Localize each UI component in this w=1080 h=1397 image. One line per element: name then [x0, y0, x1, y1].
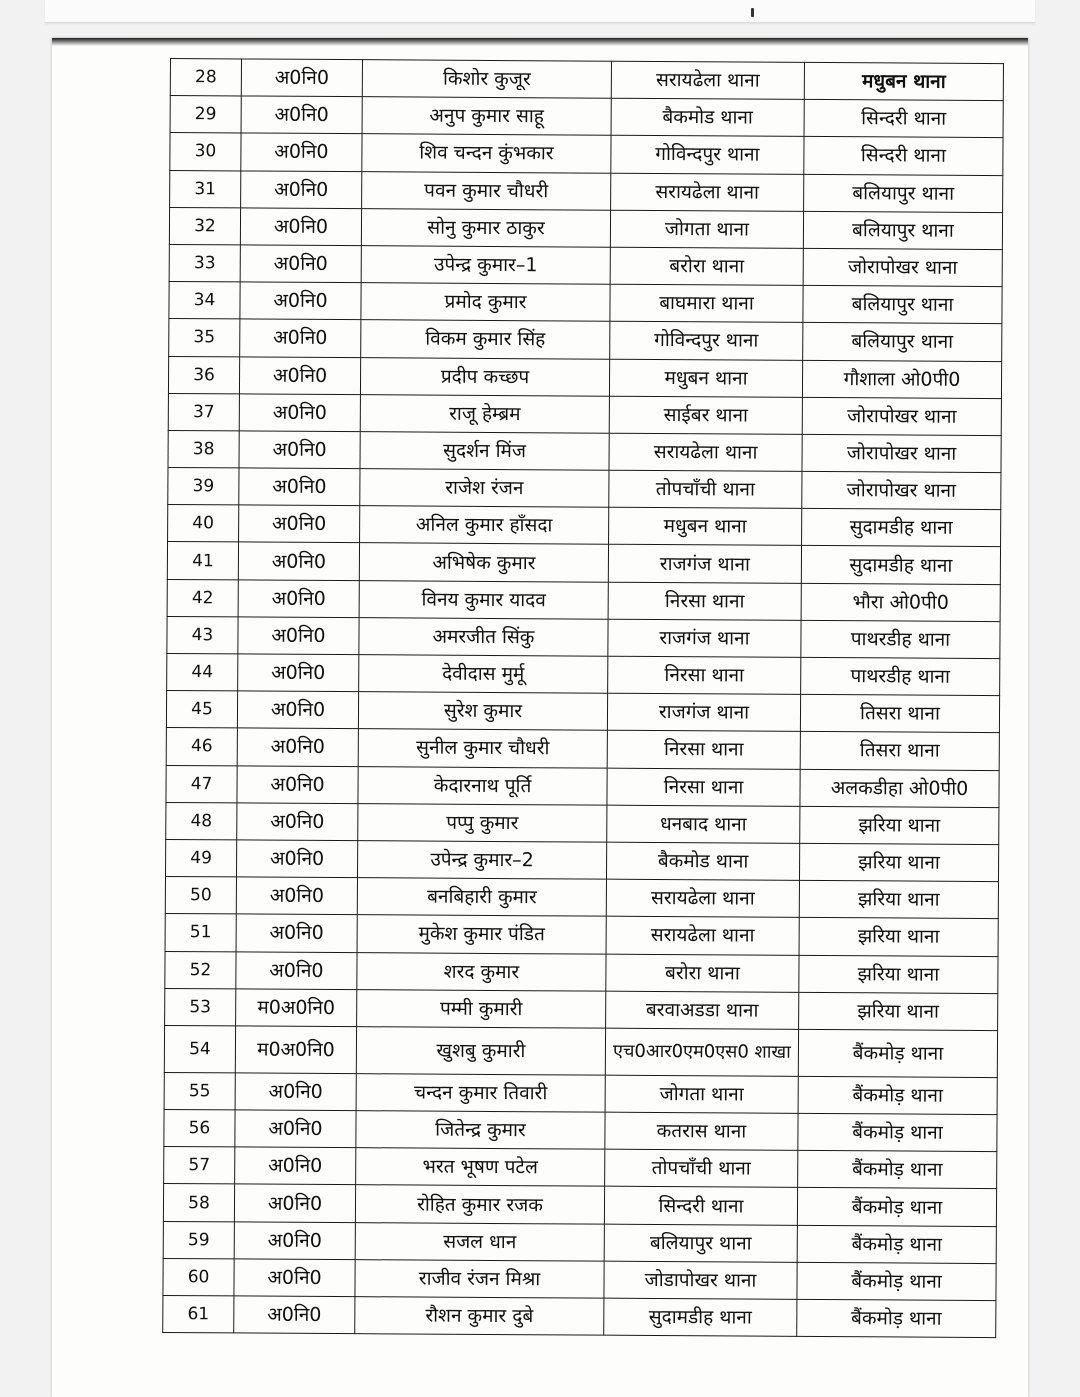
serial-number-cell: 43 — [167, 616, 238, 654]
officer-name-cell: शिव चन्दन कुंभकार — [362, 134, 611, 173]
serial-number-cell: 56 — [164, 1110, 235, 1148]
table-row — [163, 1258, 996, 1300]
serial-number-cell: 39 — [168, 468, 239, 506]
rank-cell: म0अ0नि0 — [235, 1026, 356, 1074]
officer-name-cell: मुकेश कुमार पंडित — [357, 915, 606, 954]
rank-cell: अ0नि0 — [236, 951, 357, 989]
serial-number-cell: 33 — [169, 244, 240, 282]
current-posting-cell: सरायढेला थाना — [606, 916, 799, 954]
table-row — [163, 1184, 996, 1226]
rank-cell: अ0नि0 — [236, 877, 357, 915]
current-posting-cell: तोपचाँची थाना — [605, 1149, 798, 1187]
current-posting-cell: राजगंज थाना — [608, 619, 801, 657]
table-row — [168, 468, 1001, 510]
rank-cell: अ0नि0 — [238, 617, 359, 655]
table-row — [167, 579, 1000, 621]
new-posting-cell: जोरापोखर थाना — [802, 471, 1001, 509]
new-posting-cell: सिन्दरी थाना — [804, 137, 1003, 175]
serial-number-cell: 44 — [167, 653, 238, 691]
current-posting-cell: बलियापुर थाना — [604, 1224, 797, 1262]
officer-name-cell: पवन कुमार चौधरी — [362, 171, 611, 210]
officer-name-cell: अनिल कुमार हाँसदा — [360, 506, 609, 545]
serial-number-cell: 31 — [170, 170, 241, 208]
rank-cell: अ0नि0 — [236, 914, 357, 952]
serial-number-cell: 40 — [168, 505, 239, 543]
serial-number-cell: 52 — [165, 951, 236, 989]
new-posting-cell: झरिया थाना — [799, 955, 998, 993]
new-posting-cell: तिसरा थाना — [800, 695, 999, 733]
table-row — [170, 96, 1003, 138]
current-posting-cell: सरायढेला थाना — [606, 879, 799, 917]
serial-number-cell: 54 — [164, 1025, 235, 1072]
rank-cell: अ0नि0 — [241, 170, 362, 208]
serial-number-cell: 32 — [169, 207, 240, 245]
serial-number-cell: 29 — [170, 96, 241, 134]
officer-name-cell: देवीदास मुर्मू — [359, 655, 608, 694]
current-posting-cell: बरोरा थाना — [610, 247, 803, 285]
new-posting-cell: बलियापुर थाना — [804, 174, 1003, 212]
new-posting-cell: सिन्दरी थाना — [804, 100, 1003, 138]
rank-cell: अ0नि0 — [238, 580, 359, 618]
current-posting-cell: राजगंज थाना — [608, 545, 801, 583]
new-posting-cell: झरिया थाना — [799, 992, 998, 1030]
new-posting-cell: गौशाला ओ0पी0 — [802, 360, 1001, 398]
transfer-list-table-wrapper — [162, 58, 972, 1338]
serial-number-cell: 61 — [163, 1295, 234, 1333]
table-row — [163, 1295, 996, 1337]
officer-name-cell: किशोर कुजूर — [362, 60, 611, 99]
new-posting-cell: अलकडीहा ओ0पी0 — [800, 769, 999, 807]
table-row — [165, 877, 998, 919]
officer-name-cell: सोनु कुमार ठाकुर — [361, 208, 610, 247]
serial-number-cell: 35 — [169, 319, 240, 357]
table-row — [169, 244, 1002, 286]
new-posting-cell: झरिया थाना — [800, 806, 999, 844]
table-row — [167, 542, 1000, 584]
new-posting-cell: बैंकमोड़ थाना — [798, 1029, 997, 1077]
table-row — [168, 393, 1001, 435]
current-posting-cell: गोविन्दपुर थाना — [611, 136, 804, 174]
rank-cell: अ0नि0 — [239, 394, 360, 432]
serial-number-cell: 46 — [166, 728, 237, 766]
new-posting-cell: जोरापोखर थाना — [802, 397, 1001, 435]
rank-cell: अ0नि0 — [241, 59, 362, 97]
rank-cell: अ0नि0 — [240, 319, 361, 357]
current-posting-cell: जोगता थाना — [605, 1075, 798, 1113]
current-posting-cell: निरसा थाना — [608, 656, 801, 694]
serial-number-cell: 49 — [165, 839, 236, 877]
officer-name-cell: सुरेश कुमार — [358, 692, 607, 731]
rank-cell: अ0नि0 — [234, 1184, 355, 1222]
table-row — [167, 653, 1000, 695]
officer-name-cell: राजेश रंजन — [360, 469, 609, 508]
rank-cell: अ0नि0 — [238, 542, 359, 580]
transfer-list-table — [162, 58, 1004, 1338]
new-posting-cell: बलियापुर थाना — [803, 285, 1002, 323]
officer-name-cell: पम्मी कुमारी — [357, 989, 606, 1028]
new-posting-cell: सुदामडीह थाना — [802, 509, 1001, 547]
serial-number-cell: 53 — [165, 988, 236, 1026]
new-posting-cell: बैंकमोड़ थाना — [798, 1113, 997, 1151]
scan-speck — [751, 8, 754, 17]
table-row — [164, 1147, 997, 1189]
table-row — [166, 728, 999, 770]
new-posting-cell: झरिया थाना — [799, 918, 998, 956]
current-posting-cell: राजगंज थाना — [607, 693, 800, 731]
table-row — [170, 59, 1003, 101]
rank-cell: अ0नि0 — [236, 840, 357, 878]
current-posting-cell: निरसा थाना — [608, 582, 801, 620]
new-posting-cell: झरिया थाना — [799, 880, 998, 918]
rank-cell: अ0नि0 — [240, 208, 361, 246]
table-row — [169, 282, 1002, 324]
serial-number-cell: 30 — [170, 133, 241, 171]
serial-number-cell: 37 — [168, 393, 239, 431]
serial-number-cell: 50 — [165, 877, 236, 915]
officer-name-cell: सजल धान — [355, 1222, 604, 1261]
table-row — [170, 170, 1003, 212]
current-posting-cell: मधुबन थाना — [609, 507, 802, 545]
table-row — [164, 1110, 997, 1152]
table-row — [164, 1025, 997, 1077]
officer-name-cell: बनबिहारी कुमार — [357, 878, 606, 917]
table-row — [166, 802, 999, 844]
rank-cell: अ0नि0 — [235, 1110, 356, 1148]
table-row — [168, 430, 1001, 472]
previous-page-edge — [45, 0, 1035, 23]
rank-cell: अ0नि0 — [237, 728, 358, 766]
current-posting-cell: सिन्दरी थाना — [604, 1187, 797, 1225]
officer-name-cell: अमरजीत सिंकु — [359, 617, 608, 656]
rank-cell: अ0नि0 — [239, 431, 360, 469]
current-posting-cell: सुदामडीह थाना — [604, 1298, 797, 1336]
rank-cell: अ0नि0 — [241, 96, 362, 134]
rank-cell: अ0नि0 — [239, 468, 360, 506]
serial-number-cell: 58 — [163, 1184, 234, 1222]
new-posting-cell: बलियापुर थाना — [803, 211, 1002, 249]
rank-cell: अ0नि0 — [237, 803, 358, 841]
table-row — [166, 765, 999, 807]
table-row — [170, 133, 1003, 175]
current-posting-cell: बरोरा थाना — [606, 954, 799, 992]
rank-cell: अ0नि0 — [241, 133, 362, 171]
serial-number-cell: 59 — [163, 1221, 234, 1259]
table-row — [168, 356, 1001, 398]
table-row — [169, 207, 1002, 249]
table-row — [168, 505, 1001, 547]
officer-name-cell: राजू हेम्ब्रम — [360, 394, 609, 433]
officer-name-cell: राजीव रंजन मिश्रा — [355, 1259, 604, 1298]
officer-name-cell: सुनील कुमार चौधरी — [358, 729, 607, 768]
new-posting-cell: जोरापोखर थाना — [802, 434, 1001, 472]
rank-cell: अ0नि0 — [240, 245, 361, 283]
officer-name-cell: खुशबु कुमारी — [356, 1027, 605, 1076]
serial-number-cell: 55 — [164, 1072, 235, 1110]
current-posting-cell: बाघमारा थाना — [610, 284, 803, 322]
new-posting-cell: बैंकमोड़ थाना — [797, 1299, 996, 1337]
current-posting-cell: जोडापोखर थाना — [604, 1261, 797, 1299]
new-posting-cell: बैंकमोड़ थाना — [797, 1262, 996, 1300]
rank-cell: अ0नि0 — [237, 765, 358, 803]
new-posting-cell: सुदामडीह थाना — [801, 546, 1000, 584]
new-posting-cell: तिसरा थाना — [800, 732, 999, 770]
officer-name-cell: केदारनाथ पूर्ति — [358, 766, 607, 805]
new-posting-cell: बैंकमोड़ थाना — [797, 1225, 996, 1263]
officer-name-cell: अभिषेक कुमार — [359, 543, 608, 582]
current-posting-cell: निरसा थाना — [607, 768, 800, 806]
rank-cell: अ0नि0 — [235, 1073, 356, 1111]
officer-name-cell: उपेन्द्र कुमार–2 — [357, 841, 606, 880]
current-posting-cell: मधुबन थाना — [609, 359, 802, 397]
current-posting-cell: एच0आर0एम0एस0 शाखा — [605, 1028, 798, 1076]
current-posting-cell: बैकमोड थाना — [606, 842, 799, 880]
table-row — [165, 988, 998, 1030]
rank-cell: अ0नि0 — [238, 654, 359, 692]
rank-cell: अ0नि0 — [235, 1147, 356, 1185]
serial-number-cell: 47 — [166, 765, 237, 803]
table-row — [163, 1221, 996, 1263]
new-posting-cell: बैंकमोड़ थाना — [798, 1151, 997, 1189]
officer-name-cell: रौशन कुमार दुबे — [355, 1297, 604, 1336]
current-posting-cell: सरायढेला थाना — [611, 61, 804, 99]
serial-number-cell: 45 — [166, 691, 237, 729]
officer-name-cell: प्रमोद कुमार — [361, 283, 610, 322]
table-row — [166, 691, 999, 733]
serial-number-cell: 57 — [164, 1147, 235, 1185]
new-posting-cell: पाथरडीह थाना — [801, 620, 1000, 658]
officer-name-cell: चन्दन कुमार तिवारी — [356, 1074, 605, 1113]
serial-number-cell: 38 — [168, 430, 239, 468]
officer-name-cell: जितेन्द्र कुमार — [356, 1111, 605, 1150]
new-posting-cell: जोरापोखर थाना — [803, 248, 1002, 286]
rank-cell: अ0नि0 — [237, 691, 358, 729]
current-posting-cell: सरायढेला थाना — [611, 173, 804, 211]
officer-name-cell: उपेन्द्र कुमार–1 — [361, 246, 610, 285]
serial-number-cell: 42 — [167, 579, 238, 617]
current-posting-cell: बरवाअडडा थाना — [606, 991, 799, 1029]
rank-cell: अ0नि0 — [239, 356, 360, 394]
rank-cell: अ0नि0 — [234, 1296, 355, 1334]
officer-name-cell: पप्पु कुमार — [358, 803, 607, 842]
new-posting-cell: पाथरडीह थाना — [801, 657, 1000, 695]
new-posting-cell: बैंकमोड़ थाना — [797, 1188, 996, 1226]
document-page — [52, 38, 1028, 1397]
officer-name-cell: रोहित कुमार रजक — [355, 1185, 604, 1224]
current-posting-cell: साईबर थाना — [609, 396, 802, 434]
table-row — [169, 319, 1002, 361]
officer-name-cell: अनुप कुमार साहू — [362, 97, 611, 136]
new-posting-cell: भौरा ओ0पी0 — [801, 583, 1000, 621]
current-posting-cell: निरसा थाना — [607, 731, 800, 769]
officer-name-cell: विकम कुमार सिंह — [361, 320, 610, 359]
new-posting-cell: बैंकमोड़ थाना — [798, 1076, 997, 1114]
table-row — [164, 1072, 997, 1114]
table-body — [163, 59, 1004, 1338]
table-row — [165, 951, 998, 993]
rank-cell: अ0नि0 — [234, 1222, 355, 1260]
current-posting-cell: बैकमोड थाना — [611, 98, 804, 136]
serial-number-cell: 36 — [168, 356, 239, 394]
table-row — [165, 839, 998, 881]
rank-cell: अ0नि0 — [240, 282, 361, 320]
table-row — [167, 616, 1000, 658]
new-posting-cell: बलियापुर थाना — [803, 323, 1002, 361]
current-posting-cell: जोगता थाना — [610, 210, 803, 248]
current-posting-cell: कतरास थाना — [605, 1112, 798, 1150]
rank-cell: म0अ0नि0 — [236, 989, 357, 1027]
rank-cell: अ0नि0 — [239, 505, 360, 543]
current-posting-cell: धनबाद थाना — [607, 805, 800, 843]
serial-number-cell: 51 — [165, 914, 236, 952]
table-row — [165, 914, 998, 956]
new-posting-cell: मधुबन थाना — [804, 62, 1003, 100]
serial-number-cell: 48 — [166, 802, 237, 840]
officer-name-cell: प्रदीप कच्छप — [360, 357, 609, 396]
new-posting-cell: झरिया थाना — [799, 843, 998, 881]
officer-name-cell: भरत भूषण पटेल — [356, 1148, 605, 1187]
current-posting-cell: सरायढेला थाना — [609, 433, 802, 471]
serial-number-cell: 34 — [169, 282, 240, 320]
serial-number-cell: 60 — [163, 1258, 234, 1296]
officer-name-cell: विनय कुमार यादव — [359, 580, 608, 619]
rank-cell: अ0नि0 — [234, 1259, 355, 1297]
officer-name-cell: सुदर्शन मिंज — [360, 432, 609, 471]
serial-number-cell: 41 — [167, 542, 238, 580]
current-posting-cell: तोपचाँची थाना — [609, 470, 802, 508]
officer-name-cell: शरद कुमार — [357, 952, 606, 991]
current-posting-cell: गोविन्दपुर थाना — [610, 322, 803, 360]
serial-number-cell: 28 — [170, 59, 241, 97]
